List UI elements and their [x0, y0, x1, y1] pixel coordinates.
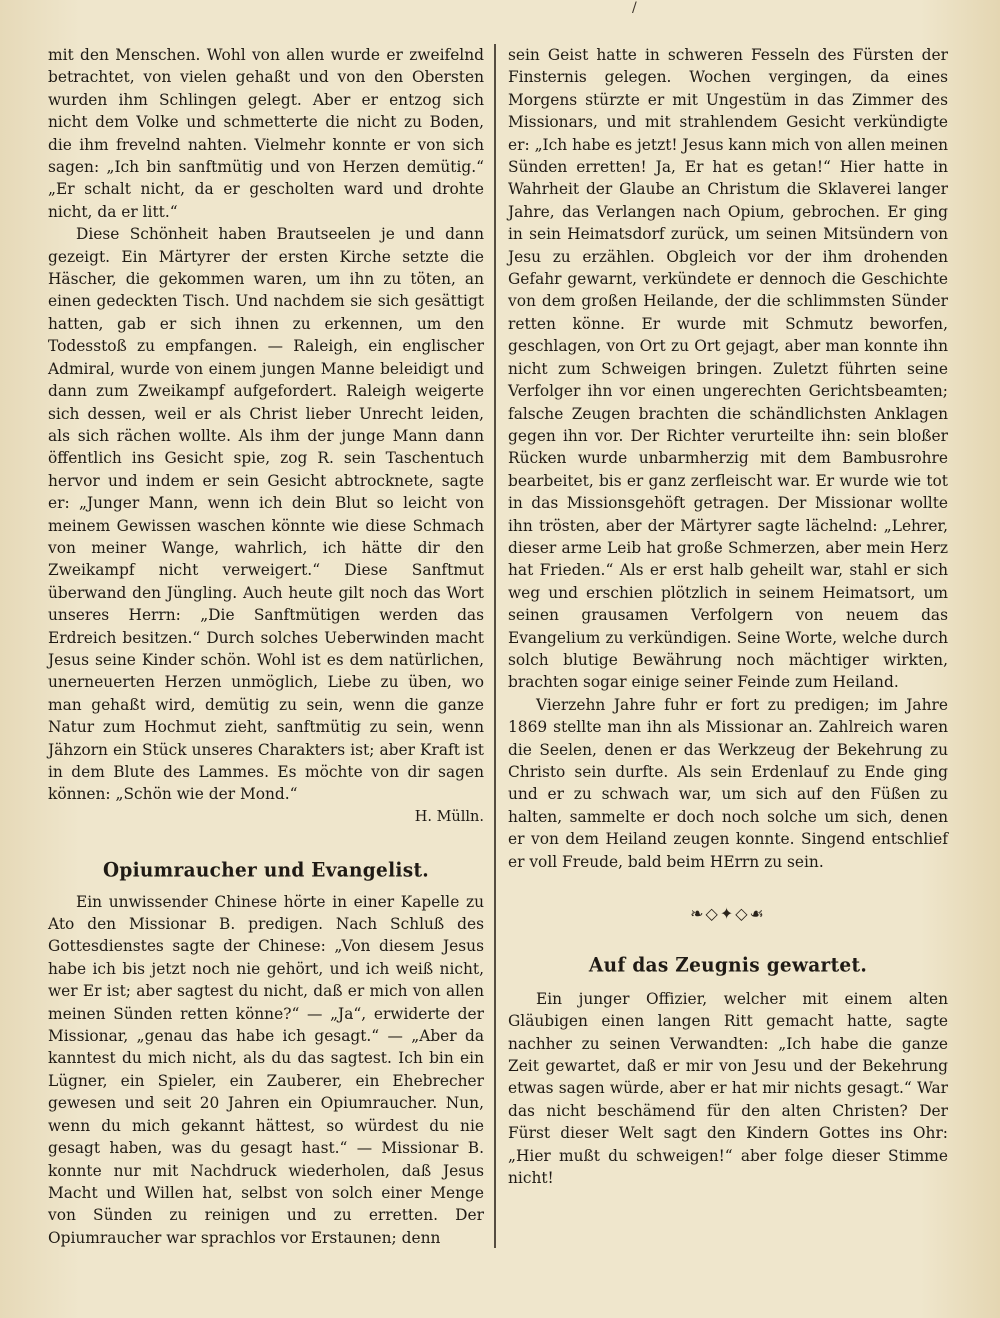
right-paragraph-2: Vierzehn Jahre fuhr er fort zu predigen; im Jahre 1869 stellte man ihn als Missionar an. Zahlreich waren die Seelen, denen er das Werkzeug der Bekehrung zu Christo sein durfte. Als sein Erdenlauf zu Ende ging und er zu schwach war, um sich auf den Füßen zu halten, sammelte er doch noch solche um sich, denen er von dem Heiland zeugen konnte. Singend entschlief er voll Freude, bald beim HErrn zu sein.: [508, 695, 948, 871]
left-paragraph-2: Diese Schönheit haben Brautseelen je und dann gezeigt. Ein Märtyrer der ersten Kirche setzte die Häscher, die gekommen waren, um ihn zu töten, an einen gedeckten Tisch. Und nachdem sie sich gesättigt hatten, gab er sich ihnen zu erkennen, um den Todesstoß zu empfangen. — Raleigh, ein englischer Admiral, wurde von einem jungen Manne beleidigt und dann zum Zweikampf aufgefordert. Raleigh weigerte sich dessen, weil er als Christ lieber Unrecht leiden, als sich rächen wollte. Als ihm der junge Mann dann öffentlich ins Gesicht spie, zog R. sein Taschentuch hervor und indem er sein Gesicht abtrocknete, sagte er: „Junger Mann, wenn ich dein Blut so leicht von meinem Gewissen waschen könnte wie diese Schmach von meiner Wange, wahrlich, ich hätte dir den Zweikampf nicht verweigert.“ Diese Sanftmut überwand den Jüngling. Auch heute gilt noch das Wort unseres Herrn: „Die Sanftmütigen werden das Erdreich besitzen.“ Durch solches Ueberwinden macht Jesus seine Kinder schön. Wohl ist es dem natürlichen, unerneuerten Herzen unmöglich, Liebe zu üben, wo man gehaßt wird, demütig zu sein, wenn die ganze Natur zum Hochmut zieht, sanftmütig zu sein, wenn Jähzorn ein Stück unseres Charakters ist; aber Kraft ist in dem Blute des Lammes. Es möchte von dir sagen können: „Schön wie der Mond.“: [48, 225, 484, 804]
article-signature: H. Mülln.: [414, 808, 484, 825]
right-paragraph-1: sein Geist hatte in schweren Fesseln des Fürsten der Finsternis gelegen. Wochen vergingen, da eines Morgens stürzte er mit Ungestüm in das Zimmer des Missionars, und mit strahlendem Gesicht verkündigte er: „Ich habe es jetzt! Jesus kann mich von allen meinen Sünden erretten! Ja, Er hat es getan!“ Hier hatte in Wahrheit der Glaube an Christum die Sklaverei langer Jahre, das Verlangen nach Opium, gebrochen. Er ging in sein Heimatsdorf zurück, um seinen Mitsündern von Jesu zu erzählen. Obgleich vor der ihm drohenden Gefahr gewarnt, verkündete er dennoch die Geschichte von dem großen Heilande, der die schlimmsten Sünder retten könne. Er wurde mit Schmutz beworfen, geschlagen, von Ort zu Ort gejagt, aber man konnte ihn nicht zum Schweigen bringen. Zuletzt führten seine Verfolger ihn vor einen ungerechten Gerichtsbeamten; falsche Zeugen brachten die schändlichsten Anklagen gegen ihn vor. Der Richter verurteilte ihn: sein bloßer Rücken wurde unbarmherzig mit dem Bambusrohre bearbeitet, bis er ganz zerfleischt war. Er wurde wie tot in das Missionsgehöft getragen. Der Missionar wollte ihn trösten, aber der Märtyrer sagte lächelnd: „Lehrer, dieser arme Leib hat große Schmerzen, aber mein Herz hat Frieden.“ Als er erst halb geheilt war, stahl er sich weg und erschien plötzlich in seinem Heimatsort, um seinen grausamen Verfolgern von neuem das Evangelium zu verkündigen. Seine Worte, welche durch solch blutige Bewährung noch mächtiger wirkten, brachten sogar einige seiner Feinde zum Heiland.: [508, 46, 948, 692]
left-column: [48, 44, 484, 1249]
left-paragraph-3: Ein unwissender Chinese hörte in einer Kapelle zu Ato den Missionar B. predigen. Nach Schluß des Gottesdienstes sagte der Chinese: „Von diesem Jesus habe ich bis jetzt noch nie gehört, und ich weiß nicht, wer Er ist; aber sagtest du nicht, daß er mich von allen meinen Sünden retten könne?“ — „Ja“, erwiderte der Missionar, „genau das habe ich gesagt.“ — „Aber da kanntest du mich nicht, als du das sagtest. Ich bin ein Lügner, ein Spieler, ein Zauberer, ein Ehebrecher gewesen und seit 20 Jahren ein Opiumraucher. Nun, wenn du mich gekannt hättest, so würdest du nie gesagt haben, was du gesagt hast.“ — Missionar B. konnte nur mit Nachdruck wiederholen, daß Jesus Macht und Willen hat, selbst von solch einer Menge von Sünden zu reinigen und zu erretten. Der Opiumraucher war sprachlos vor Erstaunen; denn: [48, 892, 484, 1247]
right-paragraph-3: Ein junger Offizier, welcher mit einem alten Gläubigen einen langen Ritt gemacht hatte, sagte nachher zu seinen Verwandten: „Ich habe die ganze Zeit gewartet, daß er mir von Jesu und der Bekehrung etwas sagen würde, aber er hat mir nichts gesagt.“ War das nicht beschämend für den alten Christen? Der Fürst dieser Welt sagt den Kindern Gottes ins Ohr: „Hier mußt du schweigen!“ aber folge dieser Stimme nicht!: [508, 989, 948, 1188]
right-column: [508, 44, 948, 1190]
folio-mark: /: [632, 0, 637, 16]
column-divider: [494, 44, 496, 1248]
left-paragraph-1: mit den Menschen. Wohl von allen wurde er zweifelnd betrachtet, von vielen gehaßt und von den Obersten wurden ihm Schlingen gelegt. Aber er entzog sich nicht dem Volke und schmetterte die nicht zu Boden, die ihm frevelnd nahten. Vielmehr konnte er von sich sagen: „Ich bin sanftmütig und von Herzen demütig.“ „Er schalt nicht, da er gescholten ward und drohte nicht, da er litt.“: [48, 46, 484, 221]
article-headline-opium: Opiumraucher und Evangelist.: [102, 859, 430, 883]
ornament-divider: ❧◇✦◇☙: [690, 904, 766, 924]
article-headline-testimony: Auf das Zeugnis gewartet.: [588, 954, 868, 978]
